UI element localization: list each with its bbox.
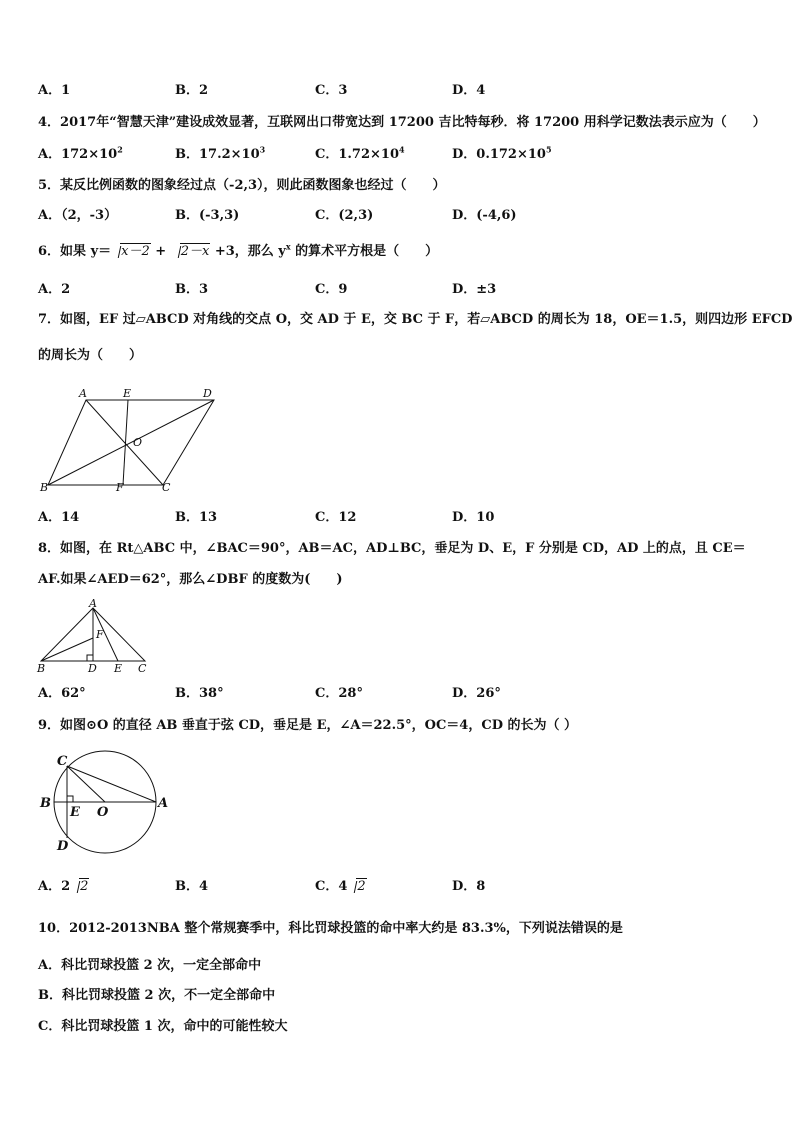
q3-option-c: C．3 <box>315 83 348 98</box>
q6-option-a: A．2 <box>38 282 71 297</box>
sqrt-radical-1: x－2 <box>113 243 151 261</box>
q7-option-a: A．14 <box>38 510 80 525</box>
right-angle-mark <box>67 796 73 802</box>
label-b: B <box>37 662 46 675</box>
q9-option-c: C．4 2 <box>315 879 366 894</box>
label-a: A <box>89 598 97 610</box>
q8-stem-line1: 8．如图，在 Rt△ABC 中，∠BAC＝90°，AB＝AC，AD⊥BC，垂足为 D、E，F 分别是 CD，AD 上的点，且 CE＝ <box>38 541 746 556</box>
label-b: B <box>40 481 49 494</box>
q3-option-b: B．2 <box>175 83 209 98</box>
q5-option-c: C．(2,3) <box>315 208 374 223</box>
q7-option-c: C．12 <box>315 510 357 525</box>
q4-option-d: D．$0.172\times 10^5$ <box>452 144 552 162</box>
q6-stem: 6．如果 y＝ x－2 + 2－x +3，那么 $y^x$ 的算术平方根是（ ） <box>38 241 439 259</box>
segment-ef <box>123 400 128 485</box>
right-angle-mark <box>87 655 93 661</box>
q8-option-d: D．26° <box>452 686 501 701</box>
q4-stem: 4．2017年“智慧天津”建设成效显著，互联网出口带宽达到 17200 吉比特每秒．将 17200 用科学记数法表示应为（ ） <box>38 115 766 130</box>
q8-triangle-figure <box>34 598 154 676</box>
q7-option-b: B．13 <box>175 510 218 525</box>
q6-option-b: B．3 <box>175 282 209 297</box>
label-b: B <box>40 796 51 811</box>
q8-option-a: A．62° <box>38 686 86 701</box>
q10-option-b: B．科比罚球投篮 2 次，不一定全部命中 <box>38 988 276 1003</box>
q7-parallelogram-figure <box>36 385 226 495</box>
label-o: O <box>97 805 109 820</box>
q7-stem-line2: 的周长为（ ） <box>38 348 143 363</box>
q8-stem-line2: AF.如果∠AED＝62°，那么∠DBF 的度数为( ) <box>38 572 343 587</box>
label-c: C <box>138 662 147 675</box>
q7-option-d: D．10 <box>452 510 495 525</box>
q9-stem: 9．如图⊙O 的直径 AB 垂直于弦 CD，垂足是 E，∠A＝22.5°，OC＝4，CD 的长为（ ） <box>38 718 578 733</box>
q8-option-b: B．38° <box>175 686 224 701</box>
q9-option-b: B．4 <box>175 879 209 894</box>
q8-option-c: C．28° <box>315 686 363 701</box>
label-f: F <box>96 628 104 641</box>
label-f: F <box>116 481 124 494</box>
label-a: A <box>79 387 87 400</box>
segment-bf <box>41 638 93 661</box>
sqrt-radical: 2 <box>72 878 89 896</box>
q10-option-a: A．科比罚球投篮 2 次，一定全部命中 <box>38 958 262 973</box>
label-d: D <box>57 839 69 854</box>
q9-option-d: D．8 <box>452 879 486 894</box>
q3-option-a: A．1 <box>38 83 71 98</box>
label-c: C <box>162 481 171 494</box>
label-d: D <box>88 662 97 675</box>
q5-option-a: A．（2，-3） <box>38 208 118 223</box>
label-d: D <box>203 387 212 400</box>
q6-option-d: D．±3 <box>452 282 497 297</box>
q9-circle-figure <box>34 748 174 860</box>
q7-stem-line1: 7．如图，EF 过▱ABCD 对角线的交点 O，交 AD 于 E，交 BC 于 F，若▱ABCD 的周长为 18，OE＝1.5，则四边形 EFCD <box>38 312 793 327</box>
q4-option-b: B．$17.2\times 10^3$ <box>175 144 266 162</box>
q9-option-a: A．2 2 <box>38 879 89 894</box>
label-a: A <box>158 796 169 811</box>
q5-option-d: D．(-4,6) <box>452 208 517 223</box>
q10-stem: 10．2012-2013NBA 整个常规赛季中，科比罚球投篮的命中率大约是 83.3%，下列说法错误的是 <box>38 921 623 936</box>
segment-ca <box>67 766 156 802</box>
q4-option-c: C．$1.72\times 10^4$ <box>315 144 405 162</box>
q6-option-c: C．9 <box>315 282 348 297</box>
diagonal-ac <box>86 400 163 485</box>
sqrt-radical-2: 2－x <box>173 243 211 261</box>
diagonal-bd <box>48 400 214 485</box>
label-e: E <box>114 662 123 675</box>
sqrt-radical: 2 <box>349 878 366 896</box>
q5-option-b: B．(-3,3) <box>175 208 240 223</box>
q3-option-d: D．4 <box>452 83 486 98</box>
label-e: E <box>70 805 80 820</box>
label-c: C <box>57 754 68 769</box>
label-o: O <box>133 436 143 449</box>
q4-option-a: A．$172\times 10^2$ <box>38 144 123 162</box>
q10-option-c: C．科比罚球投篮 1 次，命中的可能性较大 <box>38 1019 288 1034</box>
q5-stem: 5．某反比例函数的图象经过点（-2,3），则此函数图象也经过（ ） <box>38 178 446 193</box>
label-e: E <box>123 387 132 400</box>
